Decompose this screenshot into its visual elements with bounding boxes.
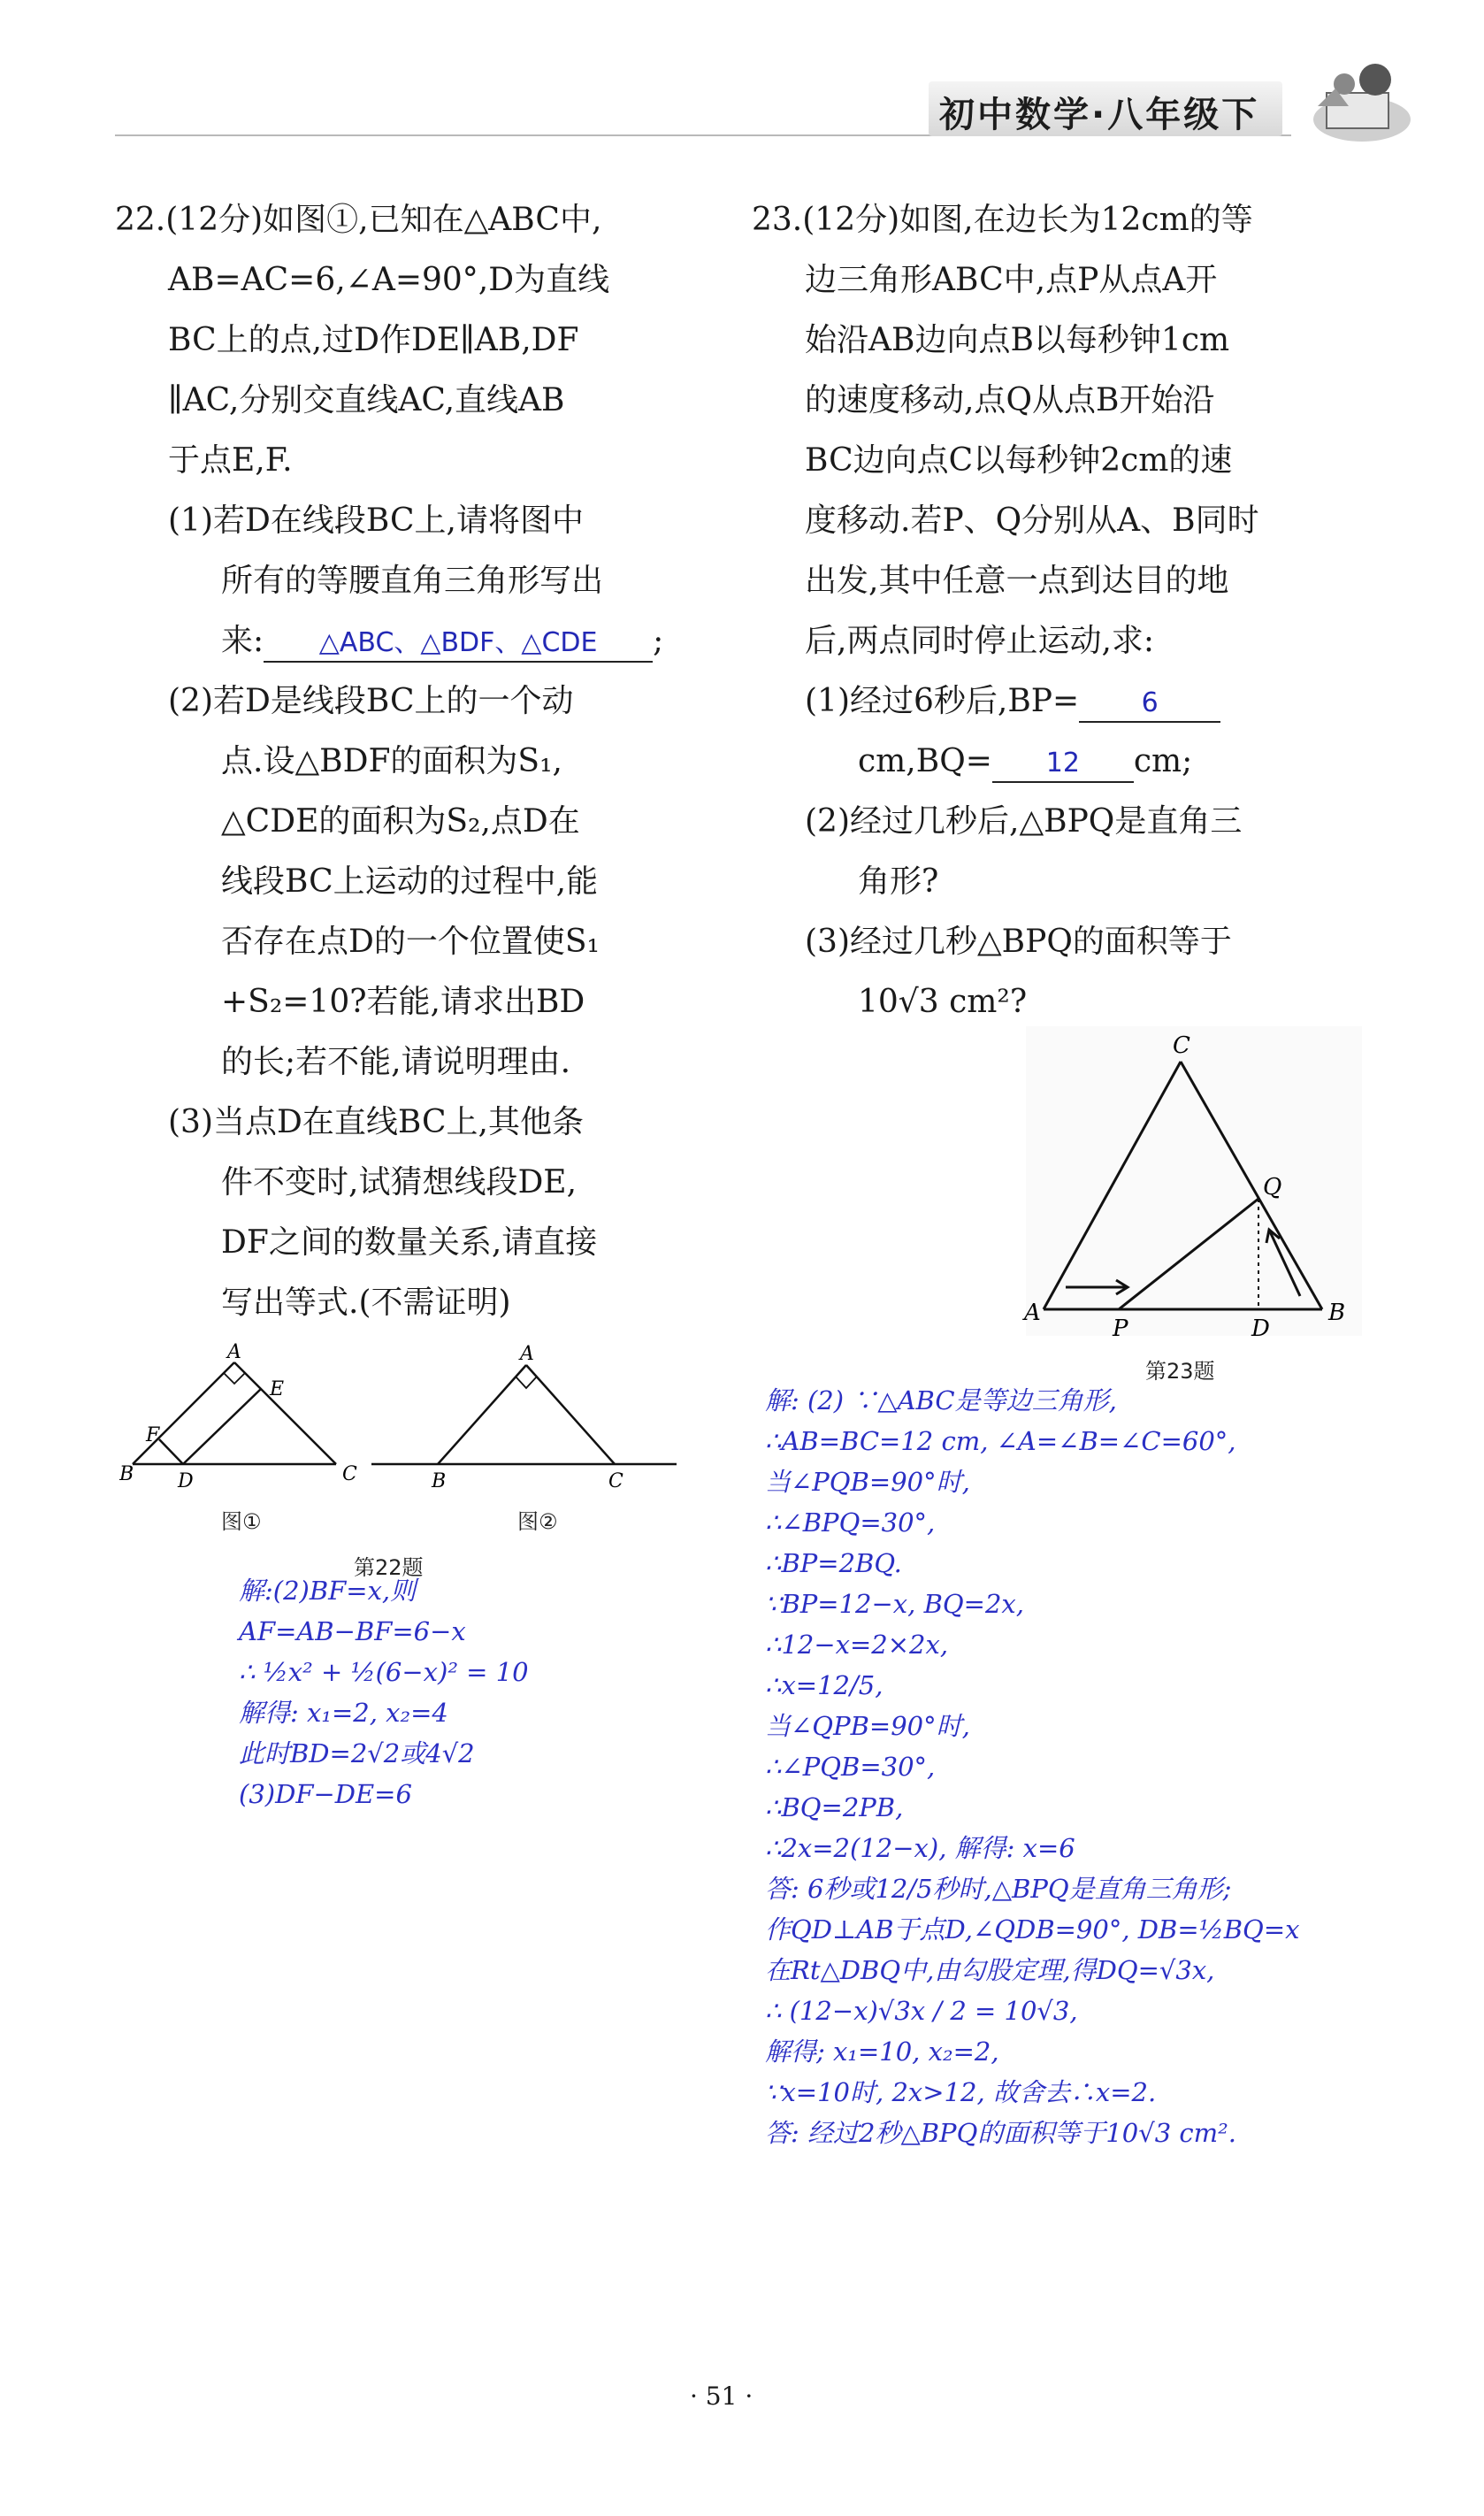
fig1-label-b: B [119, 1463, 134, 1485]
q22-solution [239, 1570, 529, 1814]
question-23 [752, 190, 1388, 1032]
q22-figure-1 [119, 1340, 367, 1500]
q23-solution-line: ∴BQ=2PB, [765, 1792, 904, 1822]
fig2-label-b: B [432, 1470, 447, 1492]
q23-solution-line: ∴∠PQB=30°, [765, 1752, 936, 1782]
q22-solution-line: (3)DF−DE=6 [239, 1779, 412, 1809]
q22-part1-line: (1)若D在线段BC上,请将图中 [168, 502, 584, 539]
q23-solution-line: 解: (2) ∵△ABC是等边三角形, [765, 1385, 1117, 1415]
fig23-label-q: Q [1263, 1174, 1282, 1200]
q23-part3-line: 10√3 cm²? [858, 984, 1028, 1020]
q22-solution-line: 此时BD=2√2或4√2 [239, 1738, 475, 1768]
q23-solution-line: 当∠QPB=90°时, [765, 1711, 970, 1741]
q22-part1-answer: △ABC、△BDF、△CDE [264, 625, 653, 663]
q23-figure-caption: 第23题 [1145, 1359, 1215, 1384]
q22-figure-caption: 第22题 [354, 1555, 424, 1580]
fig23-label-b: B [1328, 1300, 1346, 1326]
header-title: 初中数学·八年级下 [939, 95, 1260, 135]
q22-line: BC上的点,过D作DE∥AB,DF [168, 322, 579, 358]
q22-part1-answer-line [115, 611, 716, 671]
q23-solution-line: ∴AB=BC=12 cm, ∠A=∠B=∠C=60°, [765, 1426, 1236, 1456]
q23-solution-line: 答: 经过2秒△BPQ的面积等于10√3 cm². [765, 2118, 1236, 2148]
q22-fig1-caption: 图① [221, 1509, 262, 1534]
fig1-label-a: A [227, 1341, 241, 1363]
q23-solution-line: ∴x=12/5, [765, 1670, 884, 1700]
bp-answer: 6 [1079, 686, 1220, 723]
q22-part2-line: (2)若D是线段BC上的一个动 [168, 683, 574, 719]
q23-line: 23.(12分)如图,在边长为12cm的等 [752, 202, 1253, 238]
q22-part2-line: 否存在点D的一个位置使S₁ [221, 924, 600, 960]
q23-part1-text: (1)经过6秒后,BP= [805, 683, 1080, 719]
fig23-label-c: C [1173, 1032, 1190, 1059]
q22-part3-line: 件不变时,试猜想线段DE, [221, 1164, 578, 1200]
q22-part1-suffix: ; [653, 623, 664, 659]
q23-solution-line: 在Rt△DBQ中,由勾股定理,得DQ=√3x, [765, 1955, 1215, 1985]
q23-line: 边三角形ABC中,点P从点A开 [805, 262, 1218, 298]
q22-figure-2 [371, 1340, 681, 1500]
fig23-label-a: A [1024, 1300, 1041, 1326]
q23-line: 的速度移动,点Q从点B开始沿 [805, 382, 1215, 418]
q22-solution-line: 解:(2)BF=x,则 [239, 1576, 417, 1606]
q23-solution-line: ∵BP=12−x, BQ=2x, [765, 1589, 1024, 1619]
fig2-label-c: C [608, 1470, 623, 1492]
q23-solution-line: 作QD⊥AB于点D,∠QDB=90°, DB=½BQ=x [765, 1914, 1300, 1945]
q22-line: AB=AC=6,∠A=90°,D为直线 [168, 262, 610, 298]
q22-solution-line: ∴ ½x² + ½(6−x)² = 10 [239, 1657, 529, 1687]
q23-solution-line: ∵x=10时, 2x>12, 故舍去∴x=2. [765, 2077, 1157, 2107]
q22-fig2-caption: 图② [517, 1509, 558, 1534]
fig23-label-p: P [1113, 1316, 1128, 1342]
q23-solution-line: 解得; x₁=10, x₂=2, [765, 2037, 999, 2067]
q22-line: ∥AC,分别交直线AC,直线AB [168, 382, 565, 418]
q23-line: 始沿AB边向点B以每秒钟1cm [805, 322, 1230, 358]
q22-solution-line: 解得: x₁=2, x₂=4 [239, 1698, 448, 1728]
question-22 [115, 190, 716, 1333]
q23-part3-line: (3)经过几秒△BPQ的面积等于 [805, 924, 1232, 960]
q23-solution-line: ∴ (12−x)√3x / 2 = 10√3, [765, 1996, 1078, 2026]
q22-part3-line: 写出等式.(不需证明) [221, 1285, 511, 1321]
q23-line: 后,两点同时停止运动,求: [805, 623, 1155, 659]
q22-part3-line: DF之间的数量关系,请直接 [221, 1224, 598, 1261]
fig1-label-d: D [178, 1470, 194, 1492]
q22-line: 于点E,F. [168, 442, 293, 479]
q23-solution-line: ∴BP=2BQ. [765, 1548, 902, 1578]
q22-line: 22.(12分)如图①,已知在△ABC中, [115, 202, 602, 238]
q22-part2-line: △CDE的面积为S₂,点D在 [221, 803, 580, 840]
q23-solution-line: ∴2x=2(12−x), 解得: x=6 [765, 1833, 1075, 1863]
fig1-label-c: C [342, 1463, 357, 1485]
fig1-label-e: E [270, 1378, 285, 1400]
q23-solution-line: 答: 6秒或12/5秒时,△BPQ是直角三角形; [765, 1874, 1232, 1904]
page-number: · 51 · [690, 2382, 753, 2411]
q23-solution-line: 当∠PQB=90°时, [765, 1467, 970, 1497]
q23-solution [765, 1380, 1299, 2153]
q23-solution-line: ∴12−x=2×2x, [765, 1630, 949, 1660]
fig2-label-a: A [520, 1343, 534, 1365]
q22-part2-line: 的长;若不能,请说明理由. [221, 1044, 571, 1080]
q22-part2-line: 点.设△BDF的面积为S₁, [221, 743, 562, 779]
book-mascot-icon [1300, 53, 1424, 150]
q23-part2-line: 角形? [858, 863, 939, 900]
q22-solution-line: AF=AB−BF=6−x [239, 1616, 466, 1646]
q23-line: 度移动.若P、Q分别从A、B同时 [805, 502, 1259, 539]
q22-part2-line: +S₂=10?若能,请求出BD [221, 984, 585, 1020]
fig23-label-d: D [1251, 1316, 1270, 1342]
q22-part2-line: 线段BC上运动的过程中,能 [221, 863, 599, 900]
q23-part1-line [752, 671, 1388, 732]
q23-part2-line: (2)经过几秒后,△BPQ是直角三 [805, 803, 1243, 840]
q22-part1-line: 所有的等腰直角三角形写出 [221, 563, 604, 599]
q23-part1-unit: cm; [1133, 743, 1193, 779]
bq-answer: 12 [992, 746, 1134, 783]
q23-figure [1008, 1026, 1380, 1354]
q22-part3-line: (3)当点D在直线BC上,其他条 [168, 1104, 584, 1140]
q23-part1-line [752, 732, 1388, 792]
q23-line: BC边向点C以每秒钟2cm的速 [805, 442, 1233, 479]
q23-solution-line: ∴∠BPQ=30°, [765, 1507, 936, 1538]
q23-line: 出发,其中任意一点到达目的地 [805, 563, 1229, 599]
q23-part1-text: cm,BQ= [858, 743, 992, 779]
q22-part1-prefix: 来: [221, 623, 264, 659]
fig1-label-f: F [146, 1424, 160, 1446]
